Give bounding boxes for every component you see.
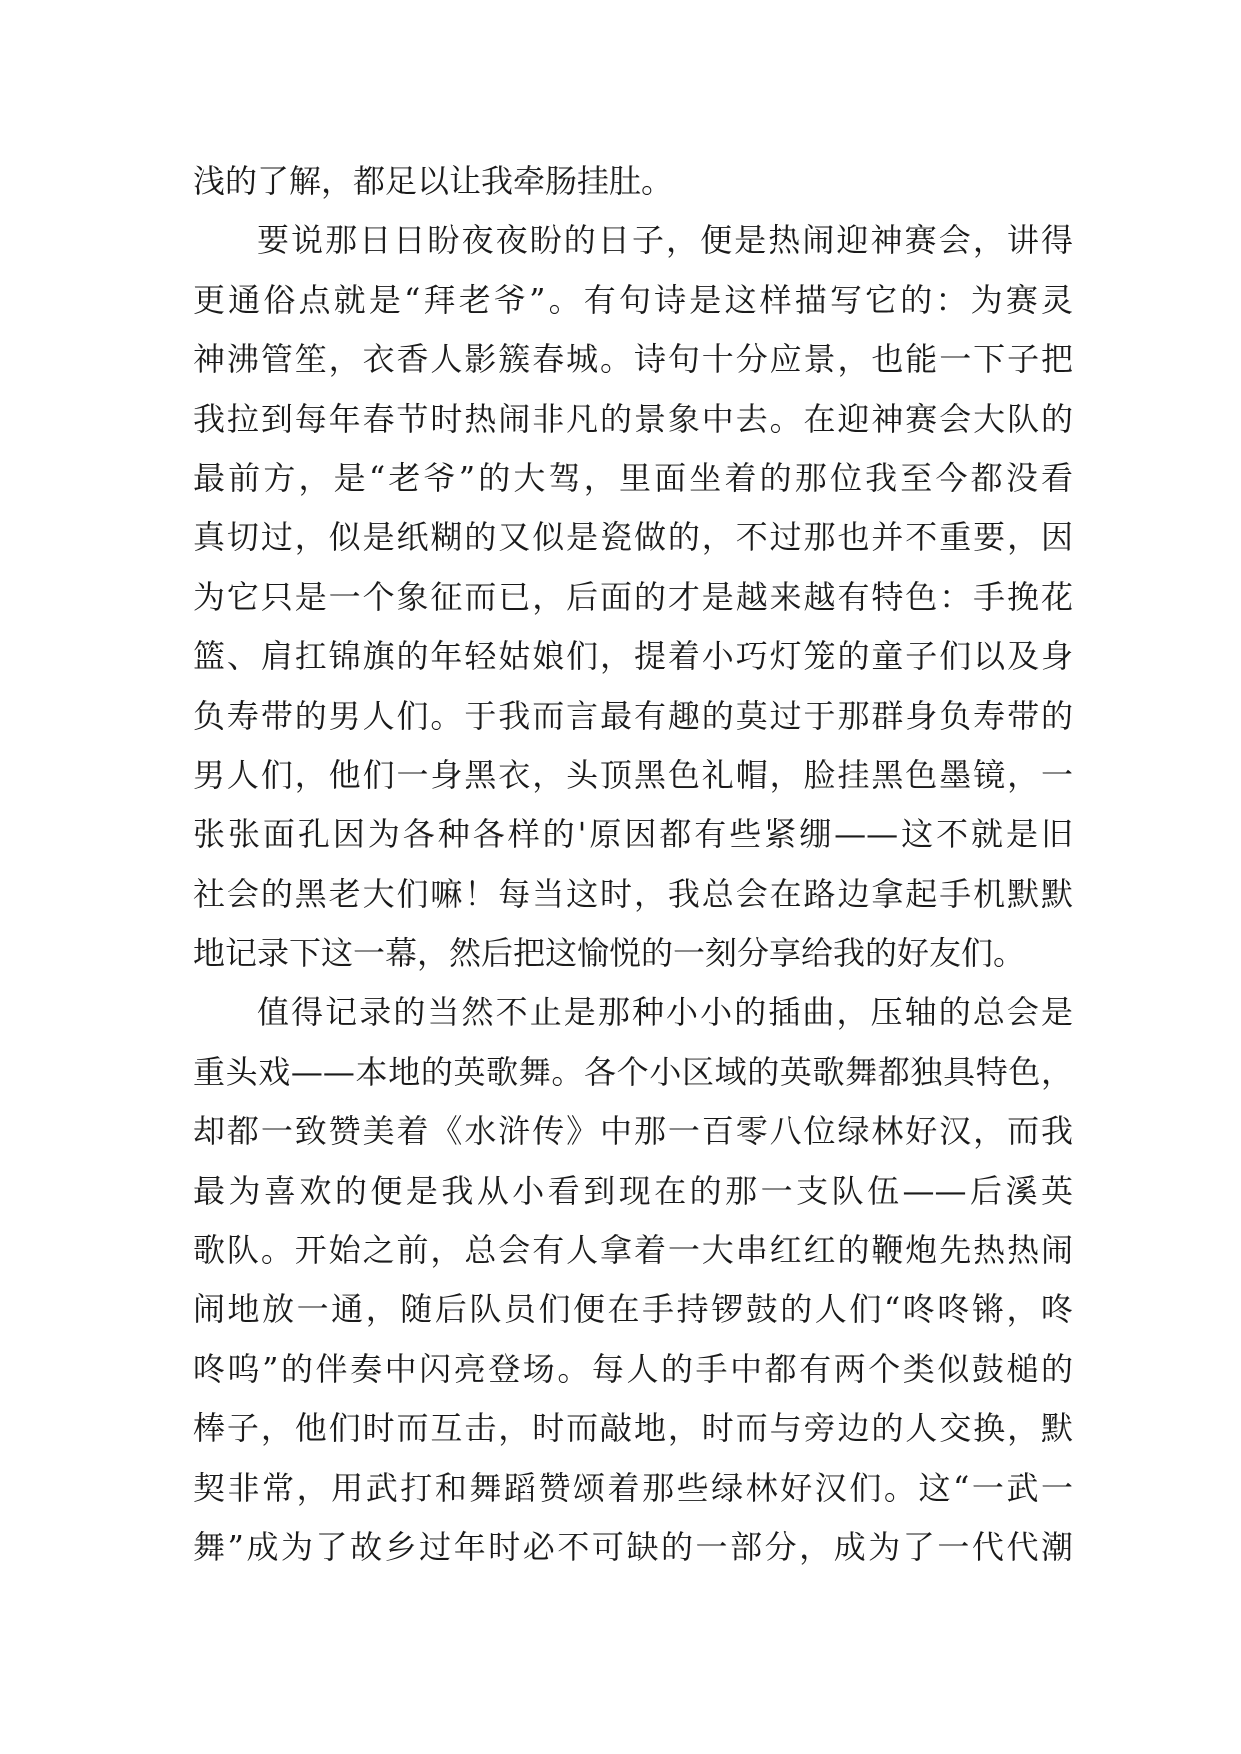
text-line: 为它只是一个象征而已，后面的才是越来越有特色：手挽花 <box>193 577 1073 616</box>
text-line: 重头戏——本地的英歌舞。各个小区域的英歌舞都独具特色， <box>193 1052 1073 1091</box>
text-line: 地记录下这一幕，然后把这愉悦的一刻分享给我的好友们。 <box>193 934 1026 973</box>
text-line: 值得记录的当然不止是那种小小的插曲，压轴的总会是 <box>257 993 1073 1032</box>
text-line: 最前方，是“老爷”的大驾，里面坐着的那位我至今都没看 <box>193 458 1073 497</box>
paragraph <box>193 211 1073 983</box>
text-line: 舞”成为了故乡过年时必不可缺的一部分，成为了一代代潮 <box>193 1527 1073 1566</box>
text-line: 男人们，他们一身黑衣，头顶黑色礼帽，脸挂黑色墨镜，一 <box>193 755 1073 794</box>
text-line: 社会的黑老大们嘛！每当这时，我总会在路边拿起手机默默 <box>193 874 1073 913</box>
text-line: 我拉到每年春节时热闹非凡的景象中去。在迎神赛会大队的 <box>193 399 1073 438</box>
text-line: 负寿带的男人们。于我而言最有趣的莫过于那群身负寿带的 <box>193 696 1073 735</box>
text-line: 最为喜欢的便是我从小看到现在的那一支队伍——后溪英 <box>193 1171 1073 1210</box>
text-line: 神沸管笙，衣香人影簇春城。诗句十分应景，也能一下子把 <box>193 340 1073 379</box>
text-line: 篮、肩扛锦旗的年轻姑娘们，提着小巧灯笼的童子们以及身 <box>193 637 1073 676</box>
text-line: 棒子，他们时而互击，时而敲地，时而与旁边的人交换，默 <box>193 1409 1073 1448</box>
paragraph <box>193 152 1073 211</box>
text-line: 要说那日日盼夜夜盼的日子，便是热闹迎神赛会，讲得 <box>257 221 1073 260</box>
text-line: 闹地放一通，随后队员们便在手持锣鼓的人们“咚咚锵，咚 <box>193 1290 1073 1329</box>
paragraph <box>193 983 1073 1577</box>
text-line: 真切过，似是纸糊的又似是瓷做的，不过那也并不重要，因 <box>193 518 1073 557</box>
body-text <box>193 152 1073 1577</box>
text-line: 咚呜”的伴奏中闪亮登场。每人的手中都有两个类似鼓槌的 <box>193 1349 1073 1388</box>
text-line: 契非常，用武打和舞蹈赞颂着那些绿林好汉们。这“一武一 <box>193 1468 1073 1507</box>
text-line: 却都一致赞美着《水浒传》中那一百零八位绿林好汉，而我 <box>193 1112 1073 1151</box>
text-line: 浅的了解，都足以让我牵肠挂肚。 <box>193 162 674 200</box>
text-line: 歌队。开始之前，总会有人拿着一大串红红的鞭炮先热热闹 <box>193 1231 1073 1270</box>
text-line: 张张面孔因为各种各样的'原因都有些紧绷——这不就是旧 <box>193 815 1073 854</box>
text-line: 更通俗点就是“拜老爷”。有句诗是这样描写它的：为赛灵 <box>193 280 1073 319</box>
